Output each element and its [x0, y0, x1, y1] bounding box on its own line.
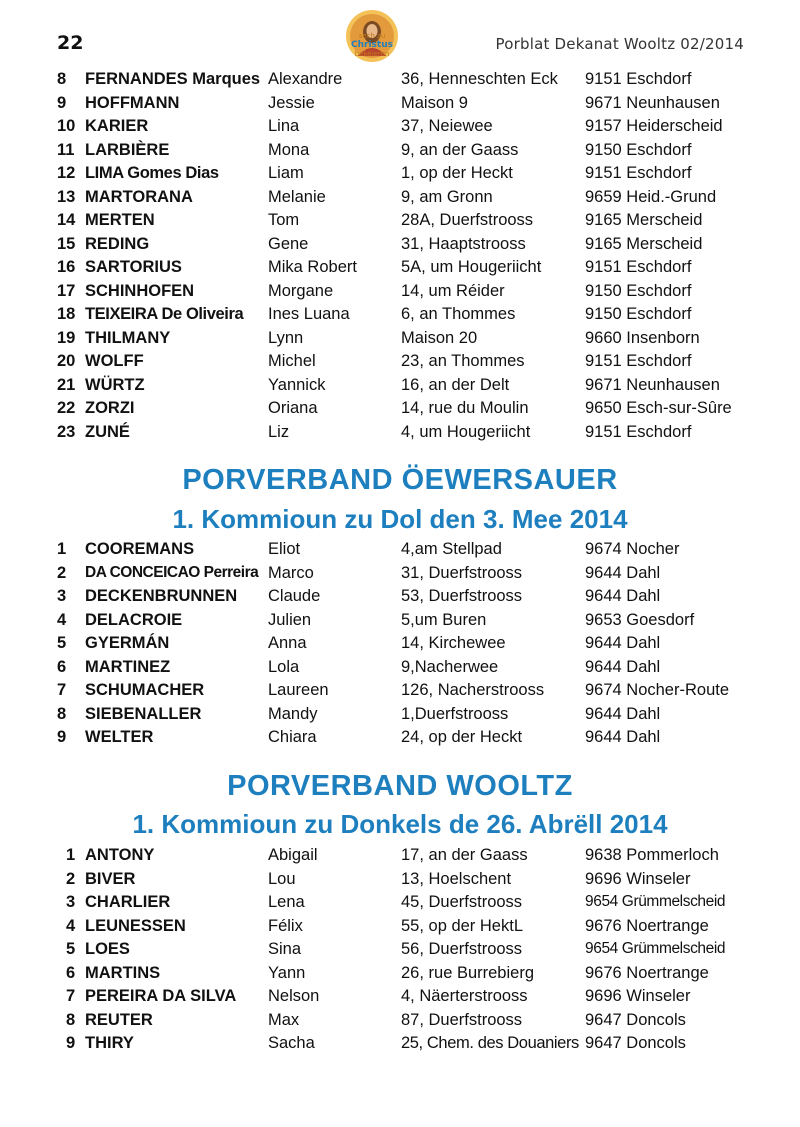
first-name: Mika Robert — [268, 258, 357, 276]
address: 26, rue Burrebierg — [401, 963, 534, 982]
address: 5,um Buren — [401, 610, 487, 629]
first-name: Alexandre — [268, 70, 343, 88]
town: 9150 Eschdorf — [585, 140, 692, 159]
table-row — [0, 352, 800, 375]
first-name: Lou — [268, 869, 296, 888]
last-name: PEREIRA DA SILVA — [85, 987, 237, 1005]
town: 9650 Esch-sur-Sûre — [585, 399, 732, 417]
row-number: 7 — [57, 681, 67, 699]
last-name: MARTORANA — [85, 187, 193, 206]
first-name: Michel — [268, 352, 316, 370]
row-number: 1 — [57, 540, 67, 558]
last-name: WÜRTZ — [85, 375, 145, 394]
table-row — [0, 94, 800, 117]
last-name: WOLFF — [85, 352, 144, 370]
town: 9644 Dahl — [585, 634, 661, 652]
table-row — [0, 611, 800, 634]
town: 9644 Dahl — [585, 563, 661, 582]
address: 1, op der Heckt — [401, 164, 513, 182]
address: 31, Haaptstrooss — [401, 234, 526, 253]
town: 9644 Dahl — [585, 728, 661, 746]
table-row — [0, 893, 800, 916]
row-number: 8 — [57, 70, 67, 88]
address: Maison 9 — [401, 93, 468, 112]
table-row — [0, 423, 800, 446]
table-row — [0, 870, 800, 893]
row-number: 2 — [57, 563, 67, 582]
last-name: FERNANDES Marques — [85, 70, 261, 88]
table-row — [0, 235, 800, 258]
address: Maison 20 — [401, 328, 478, 347]
last-name: DA CONCEICAO Perreira — [85, 563, 259, 581]
first-name: Yannick — [268, 375, 326, 394]
town: 9660 Insenborn — [585, 328, 700, 347]
first-name: Nelson — [268, 987, 320, 1005]
row-number: 22 — [57, 399, 76, 417]
first-name: Morgane — [268, 281, 334, 300]
table-row — [0, 117, 800, 140]
address: 9,Nacherwee — [401, 657, 499, 676]
town: 9151 Eschdorf — [585, 70, 692, 88]
address: 14, rue du Moulin — [401, 399, 529, 417]
address: 9, an der Gaass — [401, 140, 519, 159]
table-row — [0, 1011, 800, 1034]
address: 14, Kirchewee — [401, 634, 506, 652]
town: 9676 Noertrange — [585, 916, 709, 935]
table-row — [0, 658, 800, 681]
first-name: Gene — [268, 234, 309, 253]
last-name: LEUNESSEN — [85, 916, 186, 935]
last-name: MARTINS — [85, 963, 161, 982]
first-name: Claude — [268, 587, 321, 605]
first-name: Max — [268, 1010, 300, 1029]
first-name: Yann — [268, 963, 306, 982]
running-title: Porblat Dekanat Wooltz 02/2014 — [495, 35, 744, 53]
town: 9150 Eschdorf — [585, 281, 692, 300]
row-number: 21 — [57, 375, 76, 394]
row-number: 6 — [66, 963, 76, 982]
town: 9644 Dahl — [585, 587, 661, 605]
town: 9653 Goesdorf — [585, 610, 695, 629]
first-name: Lina — [268, 117, 300, 135]
row-number: 6 — [57, 657, 67, 676]
first-name: Marco — [268, 563, 314, 582]
table-row — [0, 399, 800, 422]
address: 1,Duerfstrooss — [401, 704, 509, 723]
address: 4, um Hougeriicht — [401, 422, 531, 441]
town: 9151 Eschdorf — [585, 352, 692, 370]
row-number: 20 — [57, 352, 76, 370]
address: 14, um Réider — [401, 281, 505, 300]
logo-text — [344, 32, 400, 59]
row-number: 1 — [66, 846, 76, 864]
table-row — [0, 1034, 800, 1057]
town: 9654 Grümmelscheid — [585, 893, 726, 910]
table-row — [0, 940, 800, 963]
first-name: Sacha — [268, 1034, 315, 1052]
last-name: SCHINHOFEN — [85, 281, 195, 300]
first-name: Tom — [268, 211, 300, 229]
row-number: 4 — [66, 916, 76, 935]
row-number: 16 — [57, 258, 76, 276]
row-number: 17 — [57, 281, 76, 300]
row-number: 3 — [57, 587, 67, 605]
first-name: Ines Luana — [268, 305, 350, 323]
table-row — [0, 705, 800, 728]
row-number: 15 — [57, 234, 76, 253]
last-name: DELACROIE — [85, 610, 183, 629]
table-row — [0, 917, 800, 940]
town: 9676 Noertrange — [585, 963, 709, 982]
address: 9, am Gronn — [401, 187, 493, 206]
last-name: ZUNÉ — [85, 422, 130, 441]
table-row — [0, 282, 800, 305]
first-name: Eliot — [268, 540, 301, 558]
logo-line-1: sech zu — [358, 32, 386, 40]
address: 36, Henneschten Eck — [401, 70, 558, 88]
first-name: Lynn — [268, 328, 304, 347]
row-number: 14 — [57, 211, 76, 229]
table-row — [0, 587, 800, 610]
first-name: Félix — [268, 916, 303, 935]
address: 4,am Stellpad — [401, 540, 502, 558]
table-row — [0, 728, 800, 751]
last-name: MARTINEZ — [85, 657, 171, 676]
town: 9151 Eschdorf — [585, 422, 692, 441]
row-number: 5 — [66, 940, 76, 958]
town: 9674 Nocher-Route — [585, 681, 730, 699]
row-number: 2 — [66, 869, 76, 888]
table-row — [0, 258, 800, 281]
table-row — [0, 164, 800, 187]
town: 9644 Dahl — [585, 657, 661, 676]
address: 45, Duerfstrooss — [401, 893, 523, 911]
last-name: LARBIÈRE — [85, 140, 170, 159]
row-number: 13 — [57, 187, 76, 206]
last-name: THILMANY — [85, 328, 171, 347]
first-name: Mona — [268, 140, 310, 159]
row-number: 3 — [66, 893, 76, 911]
table-row — [0, 211, 800, 234]
row-number: 19 — [57, 328, 76, 347]
row-number: 9 — [57, 728, 67, 746]
town: 9696 Winseler — [585, 869, 691, 888]
table-row — [0, 305, 800, 328]
row-number: 4 — [57, 610, 67, 629]
address: 17, an der Gaass — [401, 846, 528, 864]
last-name: GYERMÁN — [85, 634, 170, 652]
first-name: Oriana — [268, 399, 318, 417]
row-number: 8 — [57, 704, 67, 723]
town: 9165 Merscheid — [585, 211, 703, 229]
section-subtitle-wooltz: 1. Kommioun zu Donkels de 26. Abrëll 2014 — [132, 809, 668, 839]
address: 56, Duerfstrooss — [401, 940, 523, 958]
table-row — [0, 141, 800, 164]
first-name: Melanie — [268, 187, 326, 206]
last-name: ZORZI — [85, 399, 135, 417]
address: 16, an der Delt — [401, 375, 510, 394]
town: 9671 Neunhausen — [585, 375, 720, 394]
town: 9165 Merscheid — [585, 234, 703, 253]
first-name: Lola — [268, 657, 300, 676]
address: 13, Hoelschent — [401, 869, 512, 888]
row-number: 11 — [57, 140, 75, 159]
address: 87, Duerfstrooss — [401, 1010, 523, 1029]
last-name: REUTER — [85, 1010, 153, 1029]
first-name: Sina — [268, 940, 302, 958]
first-name: Liz — [268, 422, 290, 441]
town: 9647 Doncols — [585, 1034, 686, 1052]
address: 53, Duerfstrooss — [401, 587, 523, 605]
last-name: SIEBENALLER — [85, 704, 202, 723]
town: 9638 Pommerloch — [585, 846, 719, 864]
table-row — [0, 376, 800, 399]
town: 9150 Eschdorf — [585, 305, 692, 323]
town: 9157 Heiderscheid — [585, 117, 723, 135]
table-row — [0, 564, 800, 587]
page-number: 22 — [57, 32, 84, 54]
first-name: Anna — [268, 634, 307, 652]
last-name: LOES — [85, 940, 130, 958]
table-row — [0, 188, 800, 211]
table-row — [0, 634, 800, 657]
row-number: 8 — [66, 1010, 76, 1029]
last-name: MERTEN — [85, 211, 155, 229]
last-name: BIVER — [85, 869, 136, 888]
row-number: 23 — [57, 422, 76, 441]
address: 28A, Duerfstrooss — [401, 211, 534, 229]
last-name: THIRY — [85, 1034, 134, 1052]
first-name: Liam — [268, 164, 304, 182]
row-number: 18 — [57, 305, 76, 323]
first-name: Chiara — [268, 728, 317, 746]
last-name: SARTORIUS — [85, 258, 182, 276]
table-row — [0, 964, 800, 987]
town: 9674 Nocher — [585, 540, 680, 558]
first-name: Julien — [268, 610, 312, 629]
last-name: WELTER — [85, 728, 154, 746]
address: 25, Chem. des Douaniers — [401, 1034, 579, 1052]
table-row — [0, 681, 800, 704]
town: 9659 Heid.-Grund — [585, 187, 717, 206]
address: 126, Nacherstrooss — [401, 681, 545, 699]
last-name: LIMA Gomes Dias — [85, 164, 219, 182]
last-name: CHARLIER — [85, 893, 171, 911]
row-number: 9 — [57, 93, 67, 112]
first-name: Mandy — [268, 704, 318, 723]
table-row — [0, 846, 800, 869]
section-title-oewersauer: PORVERBAND ÖEWERSAUER — [182, 464, 618, 496]
town: 9671 Neunhausen — [585, 93, 720, 112]
town: 9654 Grümmelscheid — [585, 940, 726, 957]
last-name: KARIER — [85, 117, 149, 135]
table-row — [0, 987, 800, 1010]
address: 6, an Thommes — [401, 305, 516, 323]
last-name: ANTONY — [85, 846, 155, 864]
table-row — [0, 540, 800, 563]
last-name: DECKENBRUNNEN — [85, 587, 238, 605]
section-subtitle-oewersauer: 1. Kommioun zu Dol den 3. Mee 2014 — [172, 504, 628, 534]
town: 9151 Eschdorf — [585, 164, 692, 182]
row-number: 5 — [57, 634, 67, 652]
town: 9696 Winseler — [585, 987, 691, 1005]
table-row — [0, 70, 800, 93]
town: 9151 Eschdorf — [585, 258, 692, 276]
last-name: HOFFMANN — [85, 93, 180, 112]
first-name: Laureen — [268, 681, 329, 699]
section-title-wooltz: PORVERBAND WOOLTZ — [227, 770, 573, 802]
table-row — [0, 329, 800, 352]
address: 55, op der HektL — [401, 916, 523, 935]
town: 9644 Dahl — [585, 704, 661, 723]
row-number: 10 — [57, 117, 76, 135]
last-name: COOREMANS — [85, 540, 195, 558]
first-name: Jessie — [268, 93, 315, 112]
last-name: REDING — [85, 234, 150, 253]
address: 23, an Thommes — [401, 352, 525, 370]
row-number: 9 — [66, 1034, 76, 1052]
logo-line-3: bekéieren — [354, 50, 390, 58]
last-name: TEIXEIRA De Oliveira — [85, 305, 244, 323]
address: 31, Duerfstrooss — [401, 563, 523, 582]
address: 37, Neiewee — [401, 117, 493, 135]
row-number: 12 — [57, 164, 76, 182]
last-name: SCHUMACHER — [85, 681, 205, 699]
row-number: 7 — [66, 987, 76, 1005]
christ-portrait-logo-icon — [344, 8, 400, 64]
address: 24, op der Heckt — [401, 728, 523, 746]
logo-line-2: Christus — [351, 40, 393, 50]
town: 9647 Doncols — [585, 1010, 686, 1029]
address: 5A, um Hougeriicht — [401, 258, 542, 276]
first-name: Abigail — [268, 846, 318, 864]
address: 4, Näerterstrooss — [401, 987, 528, 1005]
first-name: Lena — [268, 893, 305, 911]
